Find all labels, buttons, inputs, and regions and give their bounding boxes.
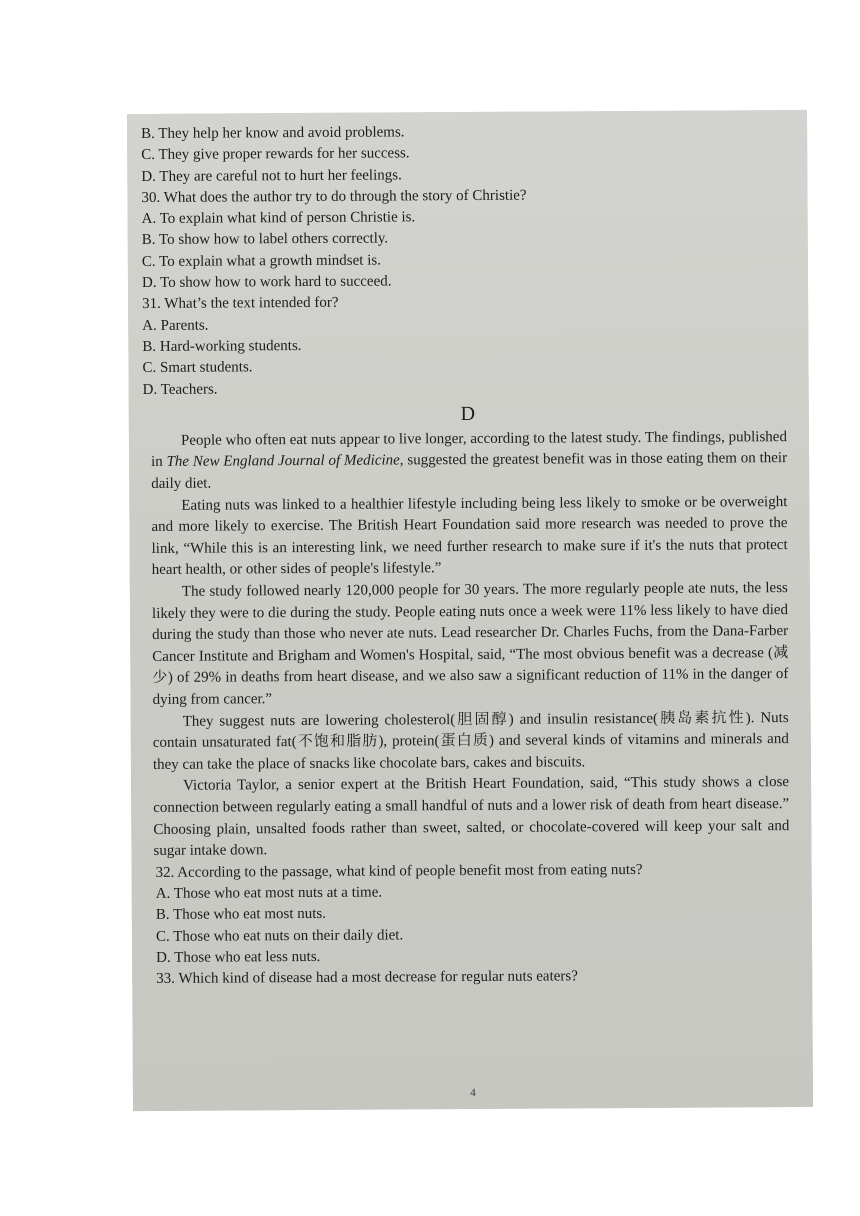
- q29-option-c: C. They give proper rewards for her success.: [141, 145, 410, 164]
- passage-paragraph-5: Victoria Taylor, a senior expert at the British Heart Foundation, said, “This study shows a close connection between regularly eating a small handful of nuts and a lower risk of death from heart disease.” Choosing plain, unsalted foods rather than sweet, salted, or chocolate-covered will keep your salt and sugar intake down.: [153, 774, 790, 860]
- q32-option-a: A. Those who eat most nuts at a time.: [155, 884, 383, 902]
- q31-option-b: B. Hard-working students.: [142, 337, 302, 355]
- journal-title: The New England Journal of Medicine: [166, 452, 400, 471]
- p1-text-b: , suggested the greatest benefit was in those eating them on their daily diet.: [151, 450, 788, 492]
- section-heading-d: D: [460, 402, 476, 425]
- q31-question: 31. What’s the text intended for?: [142, 295, 339, 313]
- q33-question: 33. Which kind of disease had a most decrease for regular nuts eaters?: [156, 968, 578, 988]
- q31-option-a: A. Parents.: [142, 317, 209, 334]
- q31-option-c: C. Smart students.: [142, 359, 253, 377]
- question-33: [146, 965, 796, 990]
- question-32: [146, 859, 797, 969]
- q30-option-b: B. To show how to label others correctly.: [141, 230, 389, 249]
- exam-page-photo: [127, 110, 813, 1111]
- q30-option-c: C. To explain what a growth mindset is.: [141, 252, 381, 270]
- p1-text-a: People who often eat nuts appear to live longer, according to the latest study. The findings, published in: [151, 428, 787, 471]
- q31-option-d: D. Teachers.: [142, 381, 218, 398]
- q32-question: 32. According to the passage, what kind of people benefit most from eating nuts?: [155, 861, 643, 881]
- passage-paragraph-3: The study followed nearly 120,000 people for 30 years. The more regularly people ate nuts, the less likely they were to die during the study. People eating nuts once a week were 11% less likely to have died during the study than those who never ate nuts. Lead researcher Dr. Charles Fuchs, from the Dana-Farber Cancer Institute and Brigham and Women's Hospital, said, “The most obvious benefit was a decrease (减少) of 29% in deaths from heart disease, and we also saw a significant reduction of 11% in the danger of dying from cancer.”: [151, 580, 789, 708]
- passage-paragraph-4: They suggest nuts are lowering cholesterol(胆固醇) and insulin resistance(胰岛素抗性). Nuts contain unsaturated fat(不饱和脂肪), protein(蛋白质) and several kinds of vitamins and minerals and they can take the place of snacks like chocolate bars, cakes and biscuits.: [152, 709, 789, 773]
- q29-option-d: D. They are careful not to hurt her feelings.: [141, 167, 402, 185]
- q30-question: 30. What does the author try to do through the story of Christie?: [141, 187, 527, 206]
- q29-option-b: B. They help her know and avoid problems.: [141, 124, 405, 143]
- page-content: [141, 120, 796, 990]
- reading-passage: [143, 427, 796, 863]
- question-31: [142, 290, 793, 400]
- passage-paragraph-2: Eating nuts was linked to a healthier lifestyle including being less likely to smoke or be overweight and more likely to exercise. The British Heart Foundation said more research was needed to prove the link, “While this is an interesting link, we need further research to make sure if it's the nuts that protect heart health, or other sides of people's lifestyle.”: [151, 493, 788, 579]
- question-29-options: [141, 120, 791, 188]
- question-30: [141, 184, 792, 294]
- q32-option-b: B. Those who eat most nuts.: [155, 906, 327, 924]
- passage-paragraph-1: [143, 427, 793, 496]
- q30-option-d: D. To show how to work hard to succeed.: [141, 273, 392, 292]
- q30-option-a: A. To explain what kind of person Christie is.: [141, 209, 416, 228]
- page-number: 4: [470, 1086, 476, 1100]
- q32-option-c: C. Those who eat nuts on their daily diet.: [155, 927, 404, 945]
- q32-option-d: D. Those who eat less nuts.: [156, 948, 321, 966]
